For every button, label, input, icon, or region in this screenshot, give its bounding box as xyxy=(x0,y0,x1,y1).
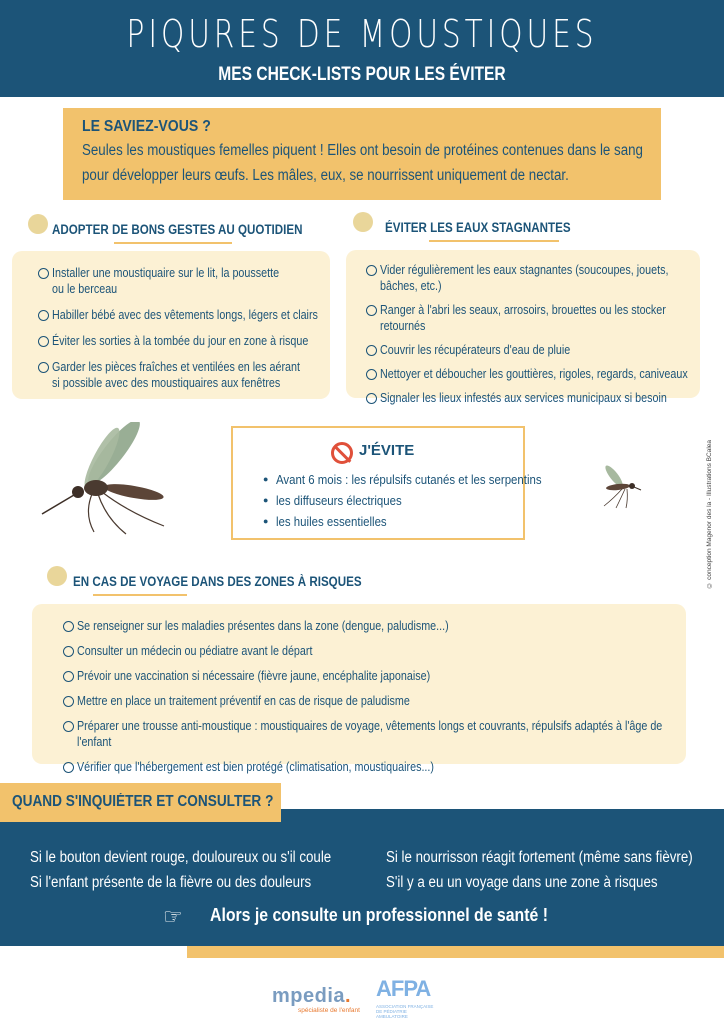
eaux-list xyxy=(366,262,700,406)
avoid-item xyxy=(263,470,578,491)
mpedia-logo-dot: . xyxy=(345,985,352,1007)
section-title: ADOPTER DE BONS GESTES AU QUOTIDIEN xyxy=(52,222,303,237)
afpa-tagline: ASSOCIATION FRANÇAISE DE PÉDIATRIE AMBULATOIRE xyxy=(376,1004,434,1019)
avoid-item xyxy=(263,491,578,512)
voyage-list xyxy=(63,618,686,775)
voyage-item-text: Mettre en place un traitement préventif en cas de risque de paludisme xyxy=(77,694,410,708)
consult-item: Si l'enfant présente de la fièvre ou des douleurs xyxy=(30,874,312,891)
avoid-item-text: Avant 6 mois : les répulsifs cutanés et les serpentins xyxy=(276,472,543,487)
avoid-list xyxy=(263,470,578,533)
section-title: ÉVITER LES EAUX STAGNANTES xyxy=(385,220,571,235)
info-line: Seules les moustiques femelles piquent ! Elles ont besoin de protéines contenues dans le sang xyxy=(82,142,643,159)
voyage-item xyxy=(63,718,686,750)
voyage-item xyxy=(63,618,686,634)
avoid-heading-text: J'ÉVITE xyxy=(359,442,415,459)
voyage-item-text: Consulter un médecin ou pédiatre avant le départ xyxy=(77,644,313,658)
decor-dot xyxy=(353,212,373,232)
decor-dot xyxy=(47,566,67,586)
consult-heading-tab xyxy=(0,783,281,822)
consult-item: Si le bouton devient rouge, douloureux ou s'il coule xyxy=(30,849,332,866)
gestes-item-text: ou le berceau xyxy=(52,282,118,296)
consult-item: Si le nourrisson réagit fortement (même sans fièvre) xyxy=(386,849,693,866)
mosquito-large-illustration xyxy=(36,422,186,540)
pointing-hand-icon: ☞ xyxy=(163,904,183,929)
consult-right-column xyxy=(386,845,724,895)
voyage-item xyxy=(63,643,686,659)
info-text xyxy=(82,138,645,188)
afpa-logo-text: AFPA xyxy=(376,976,431,1001)
gestes-item xyxy=(38,307,330,323)
afpa-logo xyxy=(374,968,434,1018)
page-subtitle: MES CHECK-LISTS POUR LES ÉVITER xyxy=(218,64,506,85)
eaux-box xyxy=(346,250,700,405)
eaux-item xyxy=(366,342,700,358)
info-box xyxy=(63,108,661,200)
mpedia-logo xyxy=(272,985,360,1014)
gestes-item xyxy=(38,333,330,349)
info-heading: LE SAVIEZ-VOUS ? xyxy=(82,118,211,135)
eaux-item-text: Signaler les lieux infestés aux services municipaux si besoin xyxy=(380,391,667,405)
consult-conclusion-text: Alors je consulte un professionnel de santé ! xyxy=(210,905,548,925)
voyage-item xyxy=(63,668,686,684)
gestes-item-text: si possible avec des moustiquaires aux fenêtres xyxy=(52,376,281,390)
mosquito-small-illustration xyxy=(592,462,642,512)
underline xyxy=(114,242,232,244)
credit-text: © conception Magenor des la - Illustrations BCalea xyxy=(706,440,713,589)
decor-bar xyxy=(187,946,724,958)
info-line: pour développer leurs œufs. Les mâles, eux, se nourrissent uniquement de nectar. xyxy=(82,167,569,184)
avoid-item-text: les huiles essentielles xyxy=(276,514,388,529)
eaux-item-text: Vider régulièrement les eaux stagnantes (soucoupes, jouets, xyxy=(380,263,669,277)
mpedia-tagline: spécialiste de l'enfant xyxy=(298,1007,360,1014)
voyage-item-text: Prévoir une vaccination si nécessaire (fièvre jaune, encéphalite japonaise) xyxy=(77,669,431,683)
consult-item: S'il y a eu un voyage dans une zone à risques xyxy=(386,874,658,891)
eaux-item xyxy=(366,366,700,382)
decor-dot xyxy=(28,214,48,234)
gestes-box xyxy=(12,251,330,399)
eaux-item xyxy=(366,262,700,294)
voyage-item-text: Préparer une trousse anti-moustique : moustiquaires de voyage, vêtements longs et couvrants, répulsifs adaptés à l'âge de l'enfant xyxy=(77,719,663,749)
section-heading-eaux xyxy=(353,212,653,242)
voyage-item-text: Vérifier que l'hébergement est bien protégé (climatisation, moustiquaires...) xyxy=(77,760,434,774)
gestes-item xyxy=(38,265,330,297)
header-banner xyxy=(0,0,724,97)
gestes-item xyxy=(38,359,330,391)
avoid-item-text: les diffuseurs électriques xyxy=(276,493,403,508)
eaux-item-text: bâches, etc.) xyxy=(380,279,442,293)
eaux-item-text: Nettoyer et déboucher les gouttières, rigoles, regards, caniveaux xyxy=(380,367,688,381)
consult-conclusion xyxy=(210,905,594,926)
avoid-heading xyxy=(333,442,414,459)
voyage-item xyxy=(63,759,686,775)
underline xyxy=(429,240,559,242)
consult-section xyxy=(0,809,724,946)
voyage-item xyxy=(63,693,686,709)
section-heading-voyage xyxy=(47,566,407,596)
page-title: PIQURES DE MOUSTIQUES xyxy=(126,12,598,56)
voyage-item-text: Se renseigner sur les maladies présentes dans la zone (dengue, paludisme...) xyxy=(77,619,449,633)
avoid-box xyxy=(231,426,543,540)
eaux-item-text: Ranger à l'abri les seaux, arrosoirs, brouettes ou les stocker retournés xyxy=(380,303,666,333)
eaux-item xyxy=(366,390,700,406)
avoid-item xyxy=(263,512,578,533)
eaux-item xyxy=(366,302,700,334)
eaux-item-text: Couvrir les récupérateurs d'eau de pluie xyxy=(380,343,571,357)
voyage-box xyxy=(32,604,686,774)
mpedia-logo-text: mpedia xyxy=(272,985,346,1007)
gestes-item-text: Habiller bébé avec des vêtements longs, légers et clairs xyxy=(52,308,318,322)
underline xyxy=(93,594,187,596)
gestes-item-text: Éviter les sorties à la tombée du jour en zone à risque xyxy=(52,334,309,348)
gestes-item-text: Installer une moustiquaire sur le lit, la poussette xyxy=(52,266,280,280)
consult-heading: QUAND S'INQUIÉTER ET CONSULTER ? xyxy=(12,793,274,810)
consult-left-column xyxy=(30,845,380,895)
section-title: EN CAS DE VOYAGE DANS DES ZONES À RISQUES xyxy=(73,574,362,589)
section-heading-gestes xyxy=(28,214,318,244)
gestes-list xyxy=(38,265,330,391)
gestes-item-text: Garder les pièces fraîches et ventilées en les aérant xyxy=(52,360,300,374)
